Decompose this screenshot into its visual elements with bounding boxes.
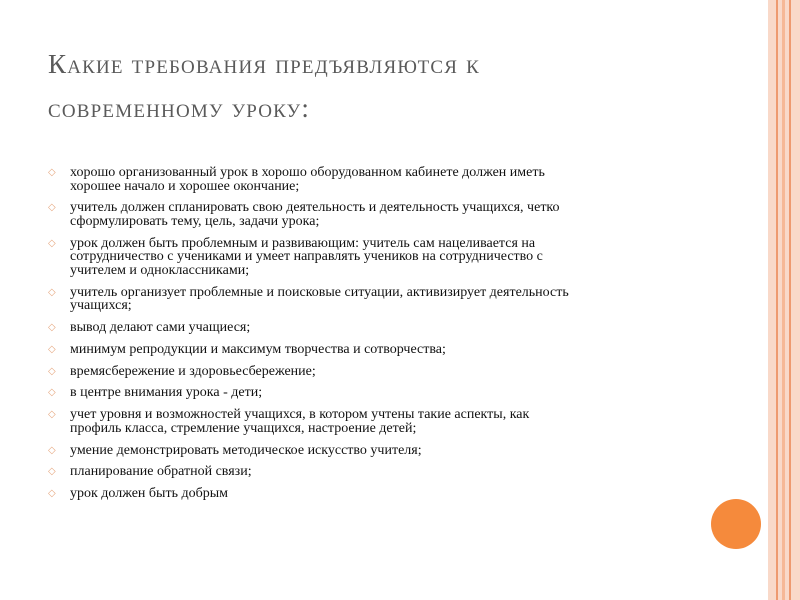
list-item — [48, 237, 688, 278]
list-item-line: урок должен быть добрым — [70, 486, 228, 502]
list-item-text — [70, 321, 688, 335]
slide-title — [48, 42, 748, 130]
diamond-bullet-icon: ◇ — [48, 286, 56, 298]
list-item-line: сформулировать тему, цель, задачи урока; — [70, 213, 320, 229]
diamond-bullet-icon: ◇ — [48, 387, 56, 399]
list-item-line: вывод делают сами учащиеся; — [70, 320, 251, 336]
slide-title-line-1: Какие требования предъявляются к — [48, 49, 480, 79]
accent-circle — [711, 499, 761, 549]
list-item-line: учителем и одноклассниками; — [70, 262, 250, 278]
diamond-bullet-icon: ◇ — [48, 409, 56, 421]
list-item — [48, 408, 688, 435]
right-border-line — [789, 0, 791, 600]
list-item-line: умение демонстрировать методическое искусство учителя; — [70, 442, 422, 458]
list-item-line: сотрудничество с учениками и умеет направлять учеников на сотрудничество с — [70, 249, 543, 265]
list-item — [48, 343, 688, 357]
list-item-line: хорошее начало и хорошее окончание; — [70, 178, 300, 194]
list-item-line: учитель должен спланировать свою деятельность и деятельность учащихся, четко — [70, 200, 560, 216]
diamond-bullet-icon: ◇ — [48, 322, 56, 334]
list-item — [48, 444, 688, 458]
list-item-text — [70, 487, 688, 501]
list-item-line: учащихся; — [70, 298, 132, 314]
list-item-text — [70, 386, 688, 400]
diamond-bullet-icon: ◇ — [48, 202, 56, 214]
list-item-text — [70, 201, 688, 228]
right-border-line — [776, 0, 778, 600]
list-item-line: учитель организует проблемные и поисковые ситуации, активизирует деятельность — [70, 284, 569, 300]
list-item-line: хорошо организованный урок в хорошо оборудованном кабинете должен иметь — [70, 165, 545, 180]
list-item — [48, 166, 688, 193]
list-item — [48, 321, 688, 335]
list-item-text — [70, 343, 688, 357]
list-item — [48, 201, 688, 228]
list-item — [48, 386, 688, 400]
right-border-line — [782, 0, 785, 600]
list-item-line: времясбережение и здоровьесбережение; — [70, 363, 316, 379]
list-item-line: планирование обратной связи; — [70, 464, 252, 480]
list-item-text — [70, 365, 688, 379]
diamond-bullet-icon: ◇ — [48, 488, 56, 500]
diamond-bullet-icon: ◇ — [48, 237, 56, 249]
diamond-bullet-icon: ◇ — [48, 365, 56, 377]
list-item — [48, 487, 688, 501]
list-item-line: учет уровня и возможностей учащихся, в котором учтены такие аспекты, как — [70, 407, 530, 423]
list-item-text — [70, 237, 688, 278]
slide-title-line-2: современному уроку: — [48, 93, 311, 123]
list-item-text — [70, 408, 688, 435]
list-item-line: минимум репродукции и максимум творчества и сотворчества; — [70, 341, 446, 357]
diamond-bullet-icon: ◇ — [48, 444, 56, 456]
list-item — [48, 465, 688, 479]
diamond-bullet-icon: ◇ — [48, 466, 56, 478]
diamond-bullet-icon: ◇ — [48, 167, 56, 178]
list-item-line: урок должен быть проблемным и развивающим: учитель сам нацеливается на — [70, 235, 536, 251]
diamond-bullet-icon: ◇ — [48, 343, 56, 355]
list-item-text — [70, 166, 688, 193]
list-item-line: профиль класса, стремление учащихся, настроение детей; — [70, 420, 417, 436]
list-item-line: в центре внимания урока - дети; — [70, 385, 263, 401]
requirements-list — [48, 166, 688, 509]
list-item — [48, 365, 688, 379]
list-item-text — [70, 286, 688, 313]
list-item — [48, 286, 688, 313]
list-item-text — [70, 444, 688, 458]
list-item-text — [70, 465, 688, 479]
